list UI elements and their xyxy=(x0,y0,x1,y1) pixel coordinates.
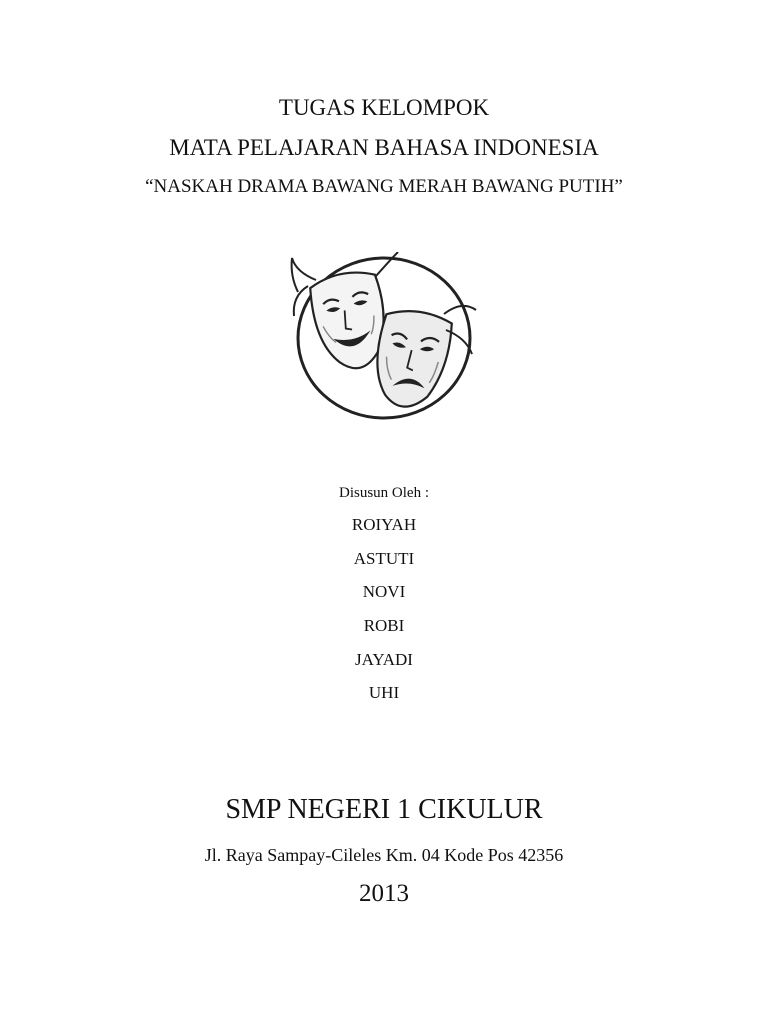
document-title: TUGAS KELOMPOK xyxy=(278,95,490,120)
school-name: SMP NEGERI 1 CIKULUR xyxy=(225,794,543,825)
author-name: ROBI xyxy=(363,616,405,635)
author-name: NOVI xyxy=(362,582,406,601)
author-name: UHI xyxy=(368,683,400,702)
school-address: Jl. Raya Sampay-Cileles Km. 04 Kode Pos 42356 xyxy=(204,845,564,865)
work-title: “NASKAH DRAMA BAWANG MERAH BAWANG PUTIH” xyxy=(145,176,623,197)
author-name: ASTUTI xyxy=(353,549,415,568)
subject-heading: MATA PELAJARAN BAHASA INDONESIA xyxy=(169,135,599,160)
compiled-by-label: Disusun Oleh : xyxy=(339,485,429,501)
author-name: ROIYAH xyxy=(351,515,417,534)
comedy-tragedy-masks-icon xyxy=(286,252,478,428)
author-name: JAYADI xyxy=(355,650,413,669)
year: 2013 xyxy=(359,880,409,907)
